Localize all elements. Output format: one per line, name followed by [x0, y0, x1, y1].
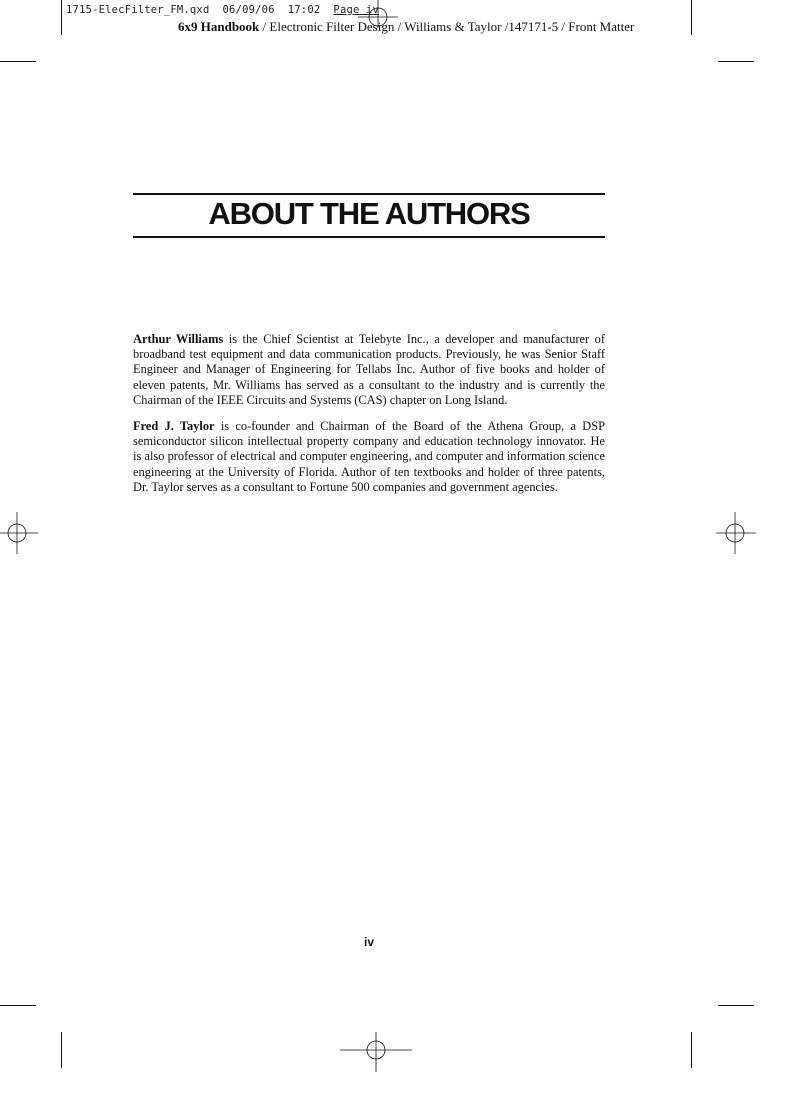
slug-time: 17:02	[287, 4, 321, 16]
crop-mark-top-left-vertical	[61, 0, 62, 35]
crop-mark-top-right-vertical	[691, 0, 692, 35]
crop-mark-bottom-left-vertical	[61, 1032, 62, 1068]
running-head-rest: / Electronic Filter Design / Williams & Taylor /147171-5 / Front Matter	[259, 19, 635, 34]
author-bio-text-taylor: is co-founder and Chairman of the Board of the Athena Group, a DSP semiconductor silicon intellectual property company and education technology innovator. He is also professor of electrical and computer engineering, and computer and information science engineering at the University of Florida. Author of ten textbooks and holder of three patents, Dr. Taylor serves as a consultant to Fortune 500 companies and government agencies.	[133, 419, 606, 494]
crop-mark-bottom-right-horizontal	[718, 1005, 754, 1006]
author-bio-williams	[133, 332, 605, 408]
author-bio-taylor	[133, 419, 605, 495]
page-title: ABOUT THE AUTHORS	[208, 196, 530, 231]
slug-file: 1715-ElecFilter_FM.qxd	[66, 4, 210, 16]
crop-mark-bottom-left-horizontal	[0, 1005, 36, 1006]
slug-date: 06/09/06	[222, 4, 275, 16]
slug-page: Page iv	[333, 4, 380, 16]
registration-mark-top	[358, 0, 398, 28]
author-name-williams: Arthur Williams	[133, 332, 224, 346]
page-number: iv	[363, 935, 374, 949]
author-bio-text-williams: is the Chief Scientist at Telebyte Inc., a developer and manufacturer of broadband test equipment and data communication products. Previously, he was Senior Staff Engineer and Manager of Engineering for Tellabs Inc. Author of five books and holder of eleven patents, Mr. Williams has served as a consultant to the industry and is currently the Chairman of the IEEE Circuits and Systems (CAS) chapter on Long Island.	[133, 332, 605, 407]
registration-mark-right	[716, 512, 756, 554]
registration-mark-left	[0, 512, 38, 554]
slug-line	[66, 4, 379, 16]
crop-mark-top-left-horizontal	[0, 61, 36, 62]
running-head	[178, 19, 634, 35]
crop-mark-top-right-horizontal	[718, 61, 754, 62]
running-head-book: 6x9 Handbook	[178, 19, 260, 34]
registration-mark-bottom	[340, 1032, 412, 1072]
title-rule-top	[133, 193, 605, 195]
crop-mark-bottom-right-vertical	[691, 1032, 692, 1068]
title-rule-bottom	[133, 236, 605, 238]
author-name-taylor: Fred J. Taylor	[133, 419, 215, 433]
